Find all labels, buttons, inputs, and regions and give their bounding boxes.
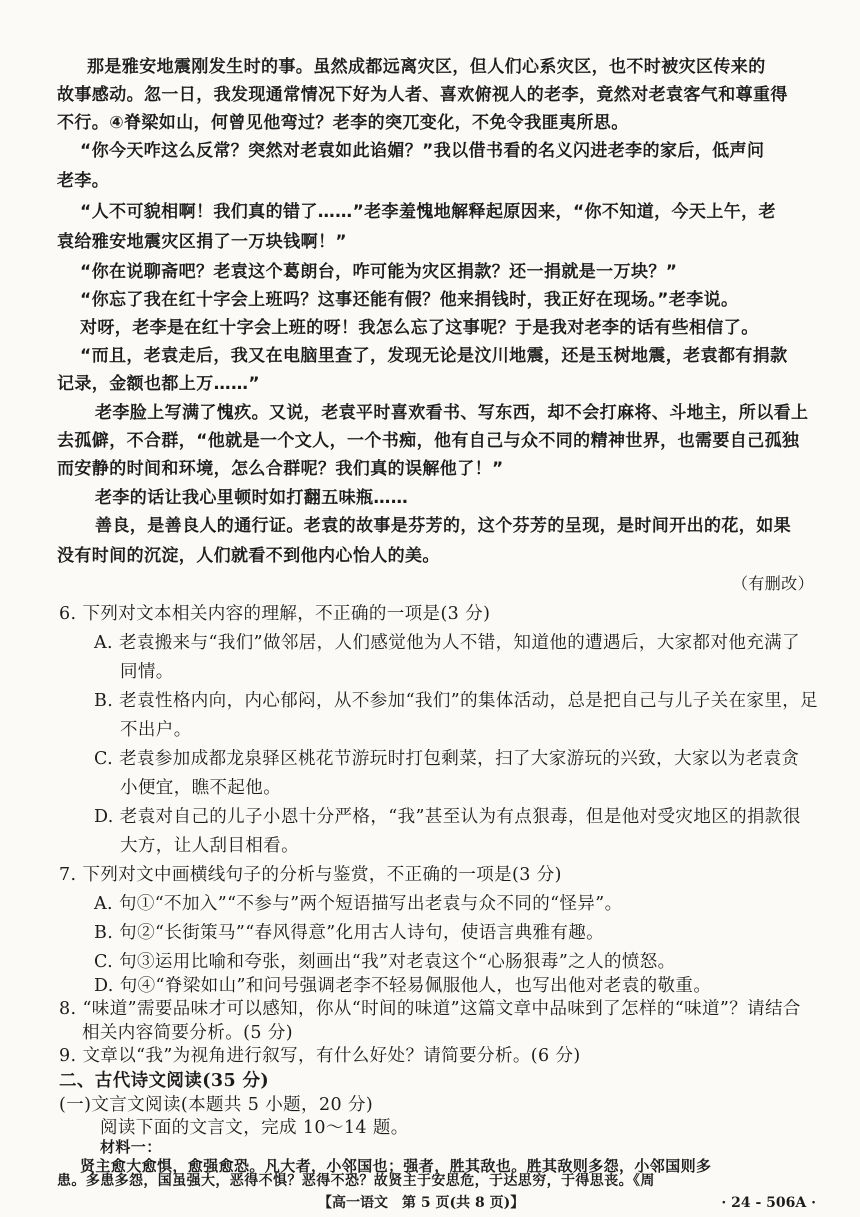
passage-line: 老李的话让我心里顿时如打翻五味瓶…… xyxy=(95,488,409,508)
q6-option-a: A. 老袁搬来与“我们”做邻居，人们感觉他为人不错，知道他的遭遇后，大家都对他充满了 xyxy=(94,633,800,653)
q6-option-c-cont: 小便宜，瞧不起他。 xyxy=(120,778,282,798)
classical-text-line: 贤主愈大愈惧，愈强愈恐。凡大者，小邻国也；强者，胜其敌也。胜其敌则多怨，小邻国则多 xyxy=(80,1157,712,1175)
q7-option-a: A. 句①“不加入”“不参与”两个短语描写出老袁与众不同的“怪异”。 xyxy=(94,894,623,914)
passage-line: “人不可貌相啊！我们真的错了……”老李羞愧地解释起原因来，“你不知道，今天上午，老 xyxy=(80,202,776,222)
classical-text-line: 患。多患多怨，国虽强大，恶得不惧？恶得不恐？故贤主于安思危，于达思穷，于得思丧。《周 xyxy=(57,1173,655,1189)
section2-subheading: (一)文言文阅读(本题共 5 小题，20 分) xyxy=(59,1095,374,1115)
q7-option-c: C. 句③运用比喻和夸张，刻画出“我”对老袁这个“心肠狠毒”之人的愤怒。 xyxy=(94,952,676,972)
q6-stem: 6. 下列对文本相关内容的理解，不正确的一项是(3 分) xyxy=(59,604,491,624)
q6-option-c: C. 老袁参加成都龙泉驿区桃花节游玩时打包剩菜，扫了大家游玩的兴致，大家以为老袁贪 xyxy=(94,749,800,769)
q6-option-d: D. 老袁对自己的儿子小恩十分严格，“我”甚至认为有点狠毒，但是他对受灾地区的捐款很 xyxy=(94,807,801,827)
q9-stem: 9. 文章以“我”为视角进行叙写，有什么好处？请简要分析。(6 分) xyxy=(59,1046,581,1066)
passage-line: “你在说聊斋吧？老袁这个葛朗台，咋可能为灾区捐款？还一捐就是一万块？” xyxy=(80,262,678,282)
footer-exam-code: · 24 - 506A · xyxy=(721,1195,816,1211)
passage-line: 去孤僻，不合群，“他就是一个文人，一个书痴，他有自己与众不同的精神世界，也需要自己孤独 xyxy=(57,431,800,451)
section2-instruction: 阅读下面的文言文，完成 10～14 题。 xyxy=(100,1118,409,1138)
q7-option-b: B. 句②“长街策马”“春风得意”化用古人诗句，使语言典雅有趣。 xyxy=(94,923,605,943)
passage-line: 善良，是善良人的通行证。老袁的故事是芬芳的，这个芬芳的呈现，是时间开出的花，如果 xyxy=(95,516,791,536)
q8-stem: 8. “味道”需要品味才可以感知，你从“时间的味道”这篇文章中品味到了怎样的“味道”？请结合 xyxy=(59,999,801,1019)
passage-line: 对呀，老李是在红十字会上班的呀！我怎么忘了这事呢？于是我对老李的话有些相信了。 xyxy=(80,318,759,338)
q6-option-d-cont: 大方，让人刮目相看。 xyxy=(120,836,299,856)
material-label: 材料一： xyxy=(100,1138,162,1156)
footer-page-info: 【高一语文 第 5 页(共 8 页)】 xyxy=(318,1195,525,1211)
passage-line: 袁给雅安地震灾区捐了一万块钱啊！” xyxy=(57,232,347,252)
q6-option-a-cont: 同情。 xyxy=(120,662,174,682)
passage-line: 老李脸上写满了愧疚。又说，老袁平时喜欢看书、写东西，却不会打麻将、斗地主，所以看上 xyxy=(95,403,809,423)
q7-option-d: D. 句④“脊梁如山”和问号强调老李不轻易佩服他人，也写出他对老袁的敬重。 xyxy=(94,976,712,996)
q6-option-b-cont: 不出户。 xyxy=(120,720,192,740)
passage-line: “而且，老袁走后，我又在电脑里查了，发现无论是汶川地震，还是玉树地震，老袁都有捐款 xyxy=(80,346,788,366)
passage-line: “你忘了我在红十字会上班吗？这事还能有假？他来捐钱时，我正好在现场。”老李说。 xyxy=(80,290,739,310)
q8-stem-cont: 相关内容简要分析。(5 分) xyxy=(82,1023,293,1043)
passage-line: 而安静的时间和环境，怎么合群呢？我们真的误解他了！” xyxy=(57,459,504,479)
source-note: （有删改） xyxy=(731,574,814,593)
q6-option-b: B. 老袁性格内向，内心郁闷，从不参加“我们”的集体活动，总是把自己与儿子关在家里，足 xyxy=(94,691,819,711)
passage-line: 不行。④脊梁如山，何曾见他弯过？老李的突兀变化，不免令我匪夷所思。 xyxy=(57,113,629,133)
passage-line: 没有时间的沉淀，人们就看不到他内心怡人的美。 xyxy=(57,546,440,566)
passage-line: “你今天咋这么反常？突然对老袁如此谄媚？”我以借书看的名义闪进老李的家后，低声问 xyxy=(80,141,765,161)
passage-line: 故事感动。忽一日，我发现通常情况下好为人者、喜欢俯视人的老李，竟然对老袁客气和尊重得 xyxy=(57,85,788,105)
passage-line: 老李。 xyxy=(57,171,110,191)
passage-line: 那是雅安地震刚发生时的事。虽然成都远离灾区，但人们心系灾区，也不时被灾区传来的 xyxy=(87,57,766,77)
passage-line: 记录，金额也都上万……” xyxy=(57,374,260,394)
q7-stem: 7. 下列对文中画横线句子的分析与鉴赏，不正确的一项是(3 分) xyxy=(59,865,562,885)
section2-heading: 二、古代诗文阅读(35 分) xyxy=(59,1071,270,1091)
